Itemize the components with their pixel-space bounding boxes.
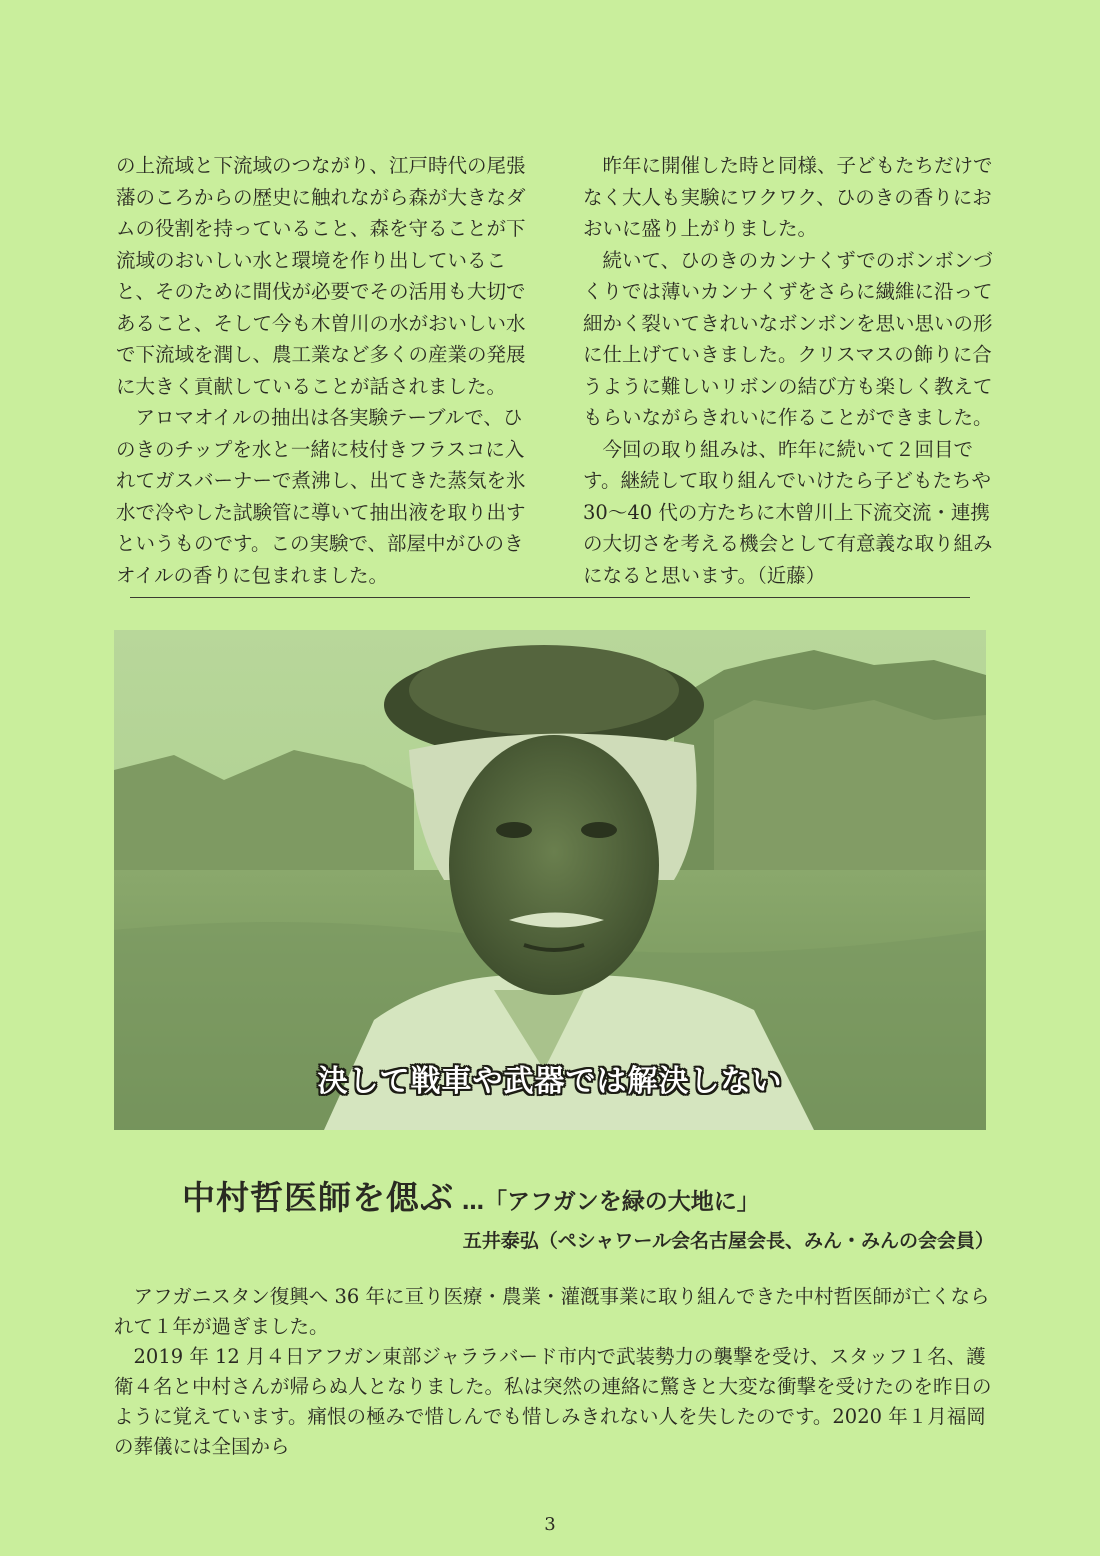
title-separator: …: [462, 1190, 484, 1215]
page-number: 3: [544, 1514, 556, 1535]
article-byline: 五井泰弘（ペシャワール会名古屋会長、みん・みんの会会員）: [462, 1230, 994, 1252]
photo-subtitle: 決して戦車や武器では解決しない: [317, 1064, 783, 1099]
right-paragraph-3: 今回の取り組みは、昨年に続いて２回目です。継続して取り組んでいけたら子どもたちや 30～40 代の方たちに木曾川上下流交流・連携の大切さを考える機会として有意義な取り組みになると思います。（近藤）: [583, 437, 993, 587]
article-subtitle: 「アフガンを緑の大地に」: [484, 1189, 760, 1215]
article-paragraph-1: アフガニスタン復興へ 36 年に亘り医療・農業・灌漑事業に取り組んできた中村哲医師が亡くなられて１年が過ぎました。: [114, 1285, 990, 1338]
article-paragraph-2: 2019 年 12 月４日アフガン東部ジャララバード市内で武装勢力の襲撃を受け、スタッフ１名、護衛４名と中村さんが帰らぬ人となりました。私は突然の連絡に驚きと大変な衝撃を受けたのを昨日のように覚えています。痛恨の極みで惜しんでも惜しみきれない人を失したのです。2020 年１月福岡の葬儀には全国から: [114, 1345, 992, 1458]
photo-illustration: [114, 630, 986, 1130]
left-paragraph-1: の上流域と下流域のつながり、江戸時代の尾張藩のころからの歴史に触れながら森が大きなダムの役割を持っていること、森を守ることが下流域のおいしい水と環境を作り出していること、そのために間伐が必要でその活用も大切であること、そして今も木曽川の水がおいしい水で下流域を潤し、農工業など多くの産業の発展に大きく貢献していることが話されました。: [116, 154, 526, 398]
article-body: [114, 1282, 998, 1462]
right-column: [583, 150, 993, 591]
portrait-photo: [114, 630, 986, 1130]
left-paragraph-2: アロマオイルの抽出は各実験テーブルで、ひのきのチップを水と一緒に枝付きフラスコに入れてガスバーナーで煮沸し、出てきた蒸気を氷水で冷やした試験管に導いて抽出液を取り出すというものです。この実験で、部屋中がひのきオイルの香りに包まれました。: [116, 406, 526, 587]
section-divider: [130, 597, 970, 598]
article-title: 中村哲医師を偲ぶ: [182, 1178, 454, 1217]
article-headline: [182, 1172, 760, 1219]
right-paragraph-2: 続いて、ひのきのカンナくずでのボンボンづくりでは薄いカンナくずをさらに繊維に沿って細かく裂いてきれいなボンボンを思い思いの形に仕上げていきました。クリスマスの飾りに合うように難しいリボンの結び方も楽しく教えてもらいながらきれいに作ることができました。: [583, 248, 993, 429]
left-column: [116, 150, 526, 591]
right-paragraph-1: 昨年に開催した時と同様、子どもたちだけでなく大人も実験にワクワク、ひのきの香りにおおいに盛り上がりました。: [583, 154, 993, 240]
